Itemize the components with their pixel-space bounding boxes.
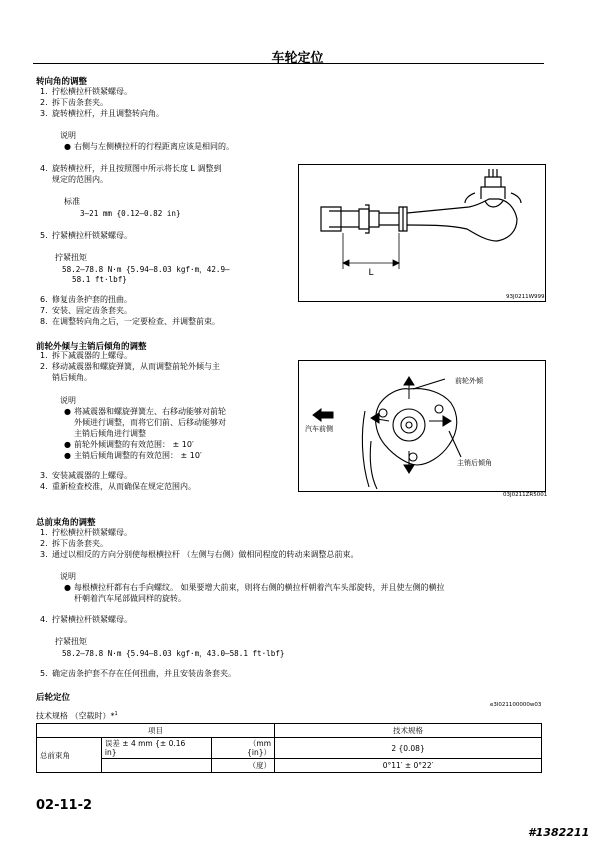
steps-list xyxy=(40,86,164,119)
table-row xyxy=(37,738,542,759)
value-cell: 2 {0.08} xyxy=(275,738,542,759)
list-item: 5. 确定齿条护套不存在任何扭曲，并且安装齿条套夹。 xyxy=(40,669,236,678)
section-heading-camber-caster: 前轮外倾与主销后倾角的调整 xyxy=(36,342,147,352)
list-item: 1. 拆下减震器的上螺母。 xyxy=(40,351,132,360)
page-number: 02-11-2 xyxy=(36,798,93,813)
row-label: 总前束角 xyxy=(37,738,102,773)
label-camber: 前轮外倾 xyxy=(455,377,483,385)
list-item: 7. 安装、固定齿条套夹。 xyxy=(40,306,132,315)
page-title: 车轮定位 xyxy=(271,51,324,66)
list-item: 1. 拧松横拉杆锁紧螺母。 xyxy=(40,528,132,537)
note-item: ● 主销后倾角调整的有效范围： ± 10′ xyxy=(64,451,202,460)
note-label: 说明 xyxy=(60,396,76,405)
label-caster: 主销后倾角 xyxy=(457,459,492,467)
table-header-item: 项目 xyxy=(37,724,275,738)
list-item: 销后倾角。 xyxy=(52,373,92,382)
standard-value: 3—21 mm {0.12—0.82 in} xyxy=(80,209,181,218)
list-item: 2. 拆下齿条套夹。 xyxy=(40,539,108,548)
list-item: 1. 拧松横拉杆锁紧螺母。 xyxy=(40,87,132,96)
list-item: 6. 修复齿条护套的扭曲。 xyxy=(40,295,132,304)
table-row xyxy=(37,759,542,773)
label-front: 汽车前侧 xyxy=(305,425,333,433)
strut-top-illustration xyxy=(299,361,545,491)
standard-label: 标准 xyxy=(64,197,80,206)
note-label: 说明 xyxy=(60,131,76,140)
torque-value: 58.2—78.8 N·m {5.94—8.03 kgf·m，43.0—58.1 ft·lbf} xyxy=(62,649,285,658)
section-code: e3l021100000w03 xyxy=(490,702,542,708)
list-item: 3. 旋转横拉杆，并且调整转向角。 xyxy=(40,109,164,118)
list-item: 3. 安装减震器的上螺母。 xyxy=(40,471,132,480)
tie-rod-illustration xyxy=(299,165,545,301)
bullet-icon: ● xyxy=(64,583,71,592)
list-item: 8. 在调整转向角之后，一定要检查、并调整前束。 xyxy=(40,317,220,326)
document-code: #1382211 xyxy=(528,826,590,839)
spec-heading: 技术规格 （空载时）*$^1$ xyxy=(36,711,118,721)
steps-list xyxy=(40,294,220,327)
bullet-icon: ● xyxy=(64,440,71,449)
figure-strut-top xyxy=(298,360,546,492)
list-item: 3. 通过以相反的方向分别使每根横拉杆 （左侧与右侧）做相同程度的转动来调整总前束。 xyxy=(40,550,359,559)
bullet-icon: ● xyxy=(64,142,71,151)
steps-list xyxy=(40,470,196,492)
figure-code: 03J0211ZR5001 xyxy=(503,492,548,498)
note-list: ● 将减震器和螺旋弹簧左、右移动能够对前轮 外倾进行调整，而将它们前、后移动能够对 主销后倾角进行调整 ● 前轮外倾调整的有效范围： ± 10′ ● 主销后倾角调整的有效范围： ± 10′ xyxy=(64,407,226,460)
torque-label: 拧紧扭矩 xyxy=(55,253,87,262)
list-item: 4. 重新检查校准，从而确保在规定范围内。 xyxy=(40,482,196,491)
tolerance-cell xyxy=(101,759,211,773)
unit-cell: （mm {in}） xyxy=(212,738,275,759)
list-item: 4. 拧紧横拉杆锁紧螺母。 xyxy=(40,615,132,624)
torque-value-line1: 58.2—78.8 N·m {5.94—8.03 kgf·m，42.9— xyxy=(62,265,230,274)
table-row xyxy=(37,724,542,738)
list-item: 4. 旋转横拉杆，并且按照图中所示将长度 L 调整到 规定的范围内。 xyxy=(40,164,222,184)
list-item: 5. 拧紧横拉杆锁紧螺母。 xyxy=(40,231,132,240)
note-item: ● 将减震器和螺旋弹簧左、右移动能够对前轮 xyxy=(64,407,226,416)
section-heading-total-toe: 总前束角的调整 xyxy=(36,518,96,528)
tolerance-cell: 误差 ± 4 mm {± 0.16 in} xyxy=(101,738,211,759)
torque-label: 拧紧扭矩 xyxy=(55,637,87,646)
table-header-spec: 技术规格 xyxy=(275,724,542,738)
list-item: 2. 拆下齿条套夹。 xyxy=(40,98,108,107)
steps-list xyxy=(40,350,220,383)
torque-value-line2: 58.1 ft·lbf} xyxy=(72,275,127,284)
header-rule xyxy=(33,63,544,64)
note-item: ● 前轮外倾调整的有效范围： ± 10′ xyxy=(64,440,194,449)
list-item: 2. 移动减震器和螺旋弹簧，从而调整前轮外倾与主 xyxy=(40,362,220,371)
spec-table xyxy=(36,723,542,773)
figure-code: 93J0211W999 xyxy=(506,294,545,300)
value-cell: 0°11′ ± 0°22′ xyxy=(275,759,542,773)
bullet-icon: ● xyxy=(64,451,71,460)
steps-list xyxy=(40,527,359,560)
figure-tie-rod xyxy=(298,164,546,302)
unit-cell: （度） xyxy=(212,759,275,773)
note-item: ● 每根横拉杆都有右手向螺纹。 如果要增大前束，则将右侧的横拉杆朝着汽车头部旋转，并且使左侧的横拉 杆朝着汽车尾部做同样的旋转。 xyxy=(64,583,445,603)
dimension-label: L xyxy=(368,268,374,278)
section-heading-steering-angle: 转向角的调整 xyxy=(36,77,88,87)
note-item: ● 右侧与左侧横拉杆的行程距离应该是相同的。 xyxy=(64,142,234,151)
note-label: 说明 xyxy=(60,572,76,581)
section-heading-rear-alignment: 后轮定位 xyxy=(36,693,71,703)
bullet-icon: ● xyxy=(64,407,71,416)
